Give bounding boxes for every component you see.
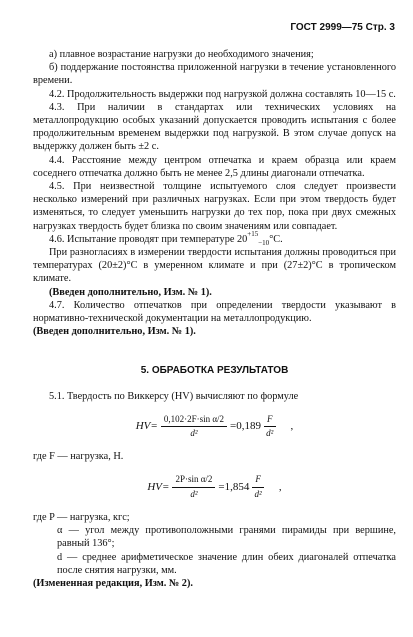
paragraph-4-6 — [33, 229, 396, 247]
formula2-numerator: 2P·sin α/2 — [172, 473, 215, 487]
formula1-numerator-2: F — [264, 413, 276, 427]
paragraph-5-1: 5.1. Твердость по Виккерсу (HV) вычисляют по формуле — [49, 390, 299, 402]
amendment-note-3: (Измененная редакция, Изм. № 2). — [33, 577, 193, 589]
formula-hv-newton — [33, 413, 396, 440]
paragraph-4-6-dispute: При разногласиях в измерении твердости испытания должны проводиться при температурах (20±2)°С в умеренном климате и при (27±2)°С в тропическом климате. — [33, 247, 396, 285]
item-b: б) поддержание постоянства приложенной нагрузки в течение установленного времени. — [33, 62, 396, 87]
definition-d: d — среднее арифметическое значение длин обеих диагоналей отпечатка после снятия нагрузки, мм. — [57, 551, 396, 576]
formula2-fraction — [172, 473, 215, 500]
temp-upper-tolerance: +15 — [247, 229, 259, 238]
formula2-denominator-2: d² — [254, 488, 262, 499]
formula1-lhs: HV= — [135, 419, 158, 432]
formula1-denominator: d² — [190, 428, 198, 439]
formula1-numerator: 0,102·2F·sin α/2 — [161, 413, 227, 427]
formula1-coefficient: =0,189 — [230, 419, 262, 432]
where-p: где P — нагрузка, кгс; — [33, 511, 130, 523]
formula1-denominator-2: d² — [266, 428, 274, 439]
amendment-note-2: (Введен дополнительно, Изм. № 1). — [33, 326, 196, 338]
formula-hv-kgf — [33, 473, 396, 500]
paragraph-4-4: 4.4. Расстояние между центром отпечатка и краем образца или краем соседнего отпечатка должно быть не менее 2,5 длины диагонали отпечатка. — [33, 154, 396, 179]
temp-lower-tolerance: −10 — [258, 238, 270, 247]
where-f: где F — нагрузка, Н. — [33, 451, 124, 463]
document-body — [33, 48, 396, 590]
paragraph-4-7: 4.7. Количество отпечатков при определении твердости указывают в нормативно-технической документации на металлопродукцию. — [33, 299, 396, 325]
formula2-fraction-2 — [252, 473, 264, 500]
paragraph-4-5: 4.5. При неизвестной толщине испытуемого слоя следует произвести несколько измерений при различных нагрузках. Если при этом твердость будет изменяться, то следует уменьшить нагрузки до тех пор, пока при двух смежных нагрузках твердость будет близка по своим значениям или совпадает. — [33, 181, 396, 232]
paragraph-4-2: 4.2. Продолжительность выдержки под нагрузкой должна составлять 10—15 с. — [49, 88, 396, 100]
section-5-title: 5. ОБРАБОТКА РЕЗУЛЬТАТОВ — [140, 365, 289, 377]
formula2-denominator: d² — [190, 488, 198, 499]
formula2-coefficient: =1,854 — [218, 480, 250, 493]
formula2-lhs: HV= — [147, 480, 170, 493]
formula1-fraction — [161, 413, 227, 440]
definition-alpha: α — угол между противоположными гранями пирамиды при вершине, равный 136°; — [57, 525, 396, 550]
formula2-numerator-2: F — [252, 473, 264, 487]
paragraph-4-6-unit: °С. — [269, 233, 283, 245]
formula2-end: , — [278, 480, 282, 493]
page-header: ГОСТ 2999—75 Стр. 3 — [290, 22, 395, 33]
formula1-fraction-2 — [264, 413, 276, 440]
paragraph-4-3: 4.3. При наличии в стандартах или технических условиях на металлопродукцию особых указаний допускается проводить испытания с более продолжительным временем выдержки под нагрузкой. В этом случае допуск на выдержку должен быть ±2 с. — [33, 101, 396, 153]
amendment-note-1: (Введен дополнительно, Изм. № 1). — [49, 286, 212, 298]
formula1-end: , — [290, 419, 294, 432]
item-a: а) плавное возрастание нагрузки до необходимого значения; — [49, 49, 314, 60]
paragraph-4-6-text: 4.6. Испытание проводят при температуре 20 — [49, 233, 248, 245]
